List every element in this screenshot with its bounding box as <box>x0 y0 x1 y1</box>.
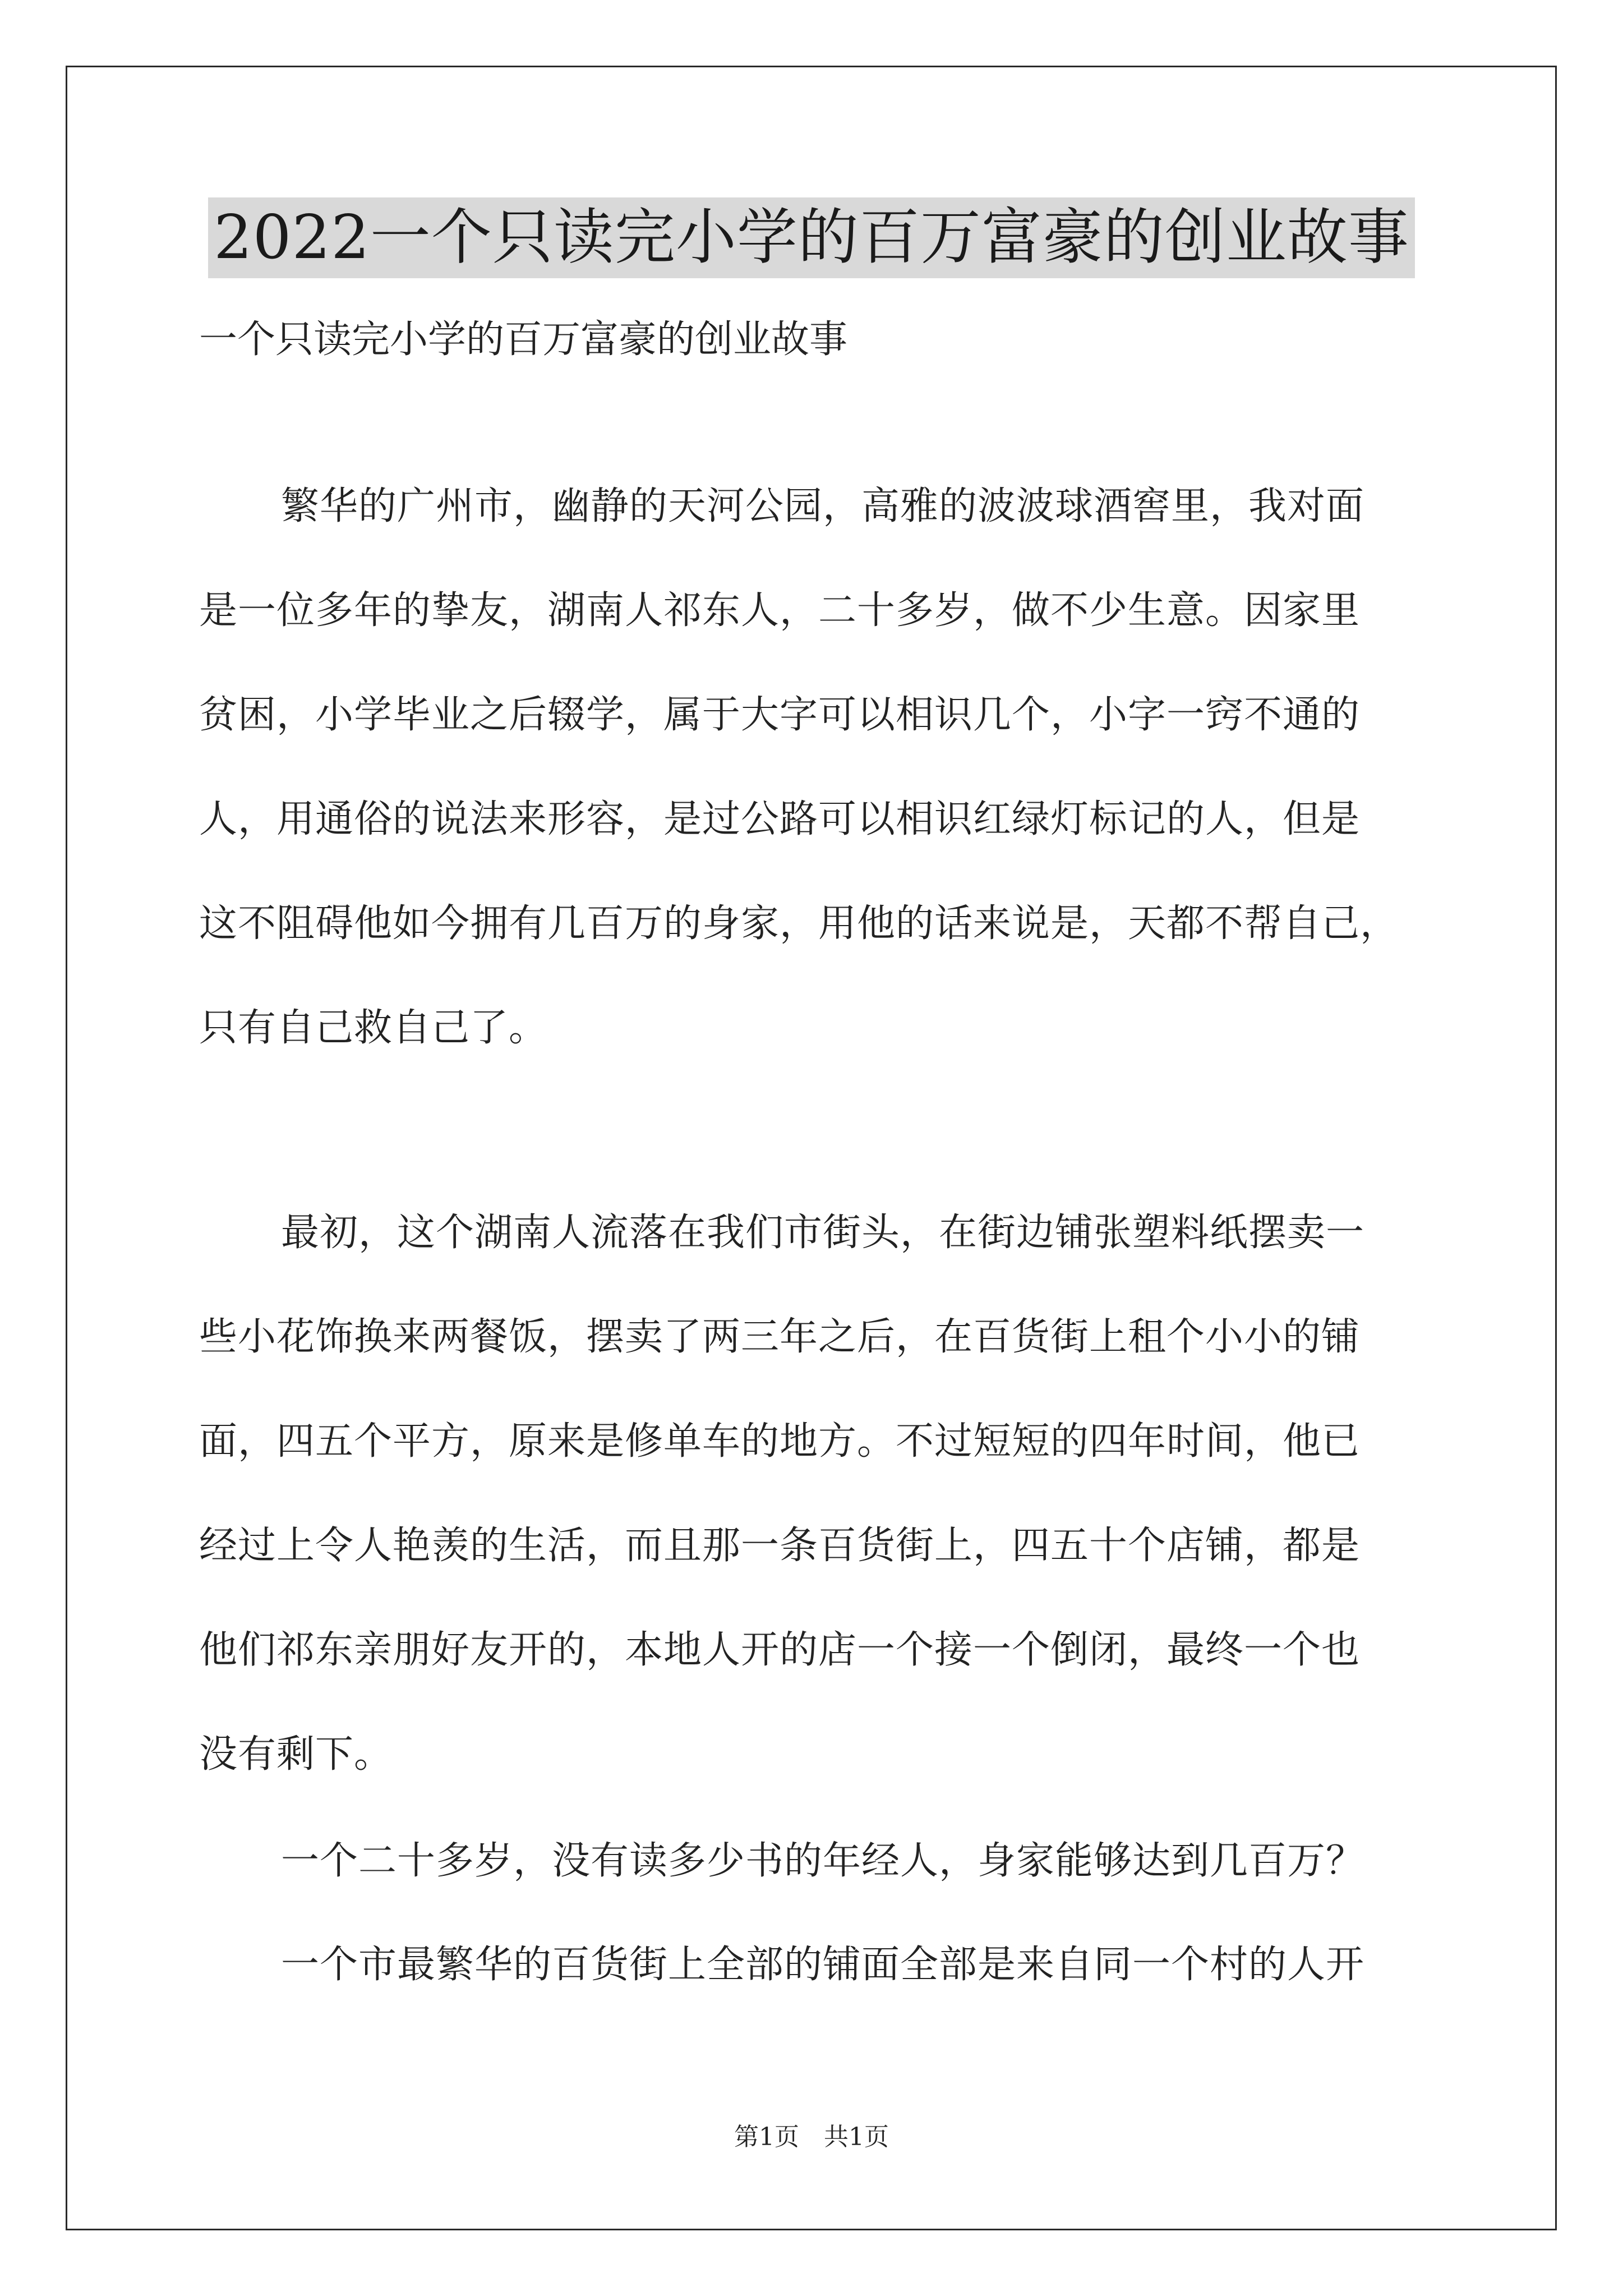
paragraph-line: 只有自己救自己了。 <box>199 1006 548 1050</box>
paragraph-line: 他们祁东亲朋好友开的，本地人开的店一个接一个倒闭，最终一个也 <box>199 1628 1361 1672</box>
paragraph-line: 面，四五个平方，原来是修单车的地方。不过短短的四年时间，他已 <box>199 1419 1361 1464</box>
paragraph-line: 一个市最繁华的百货街上全部的铺面全部是来自同一个村的人开 <box>281 1943 1365 1987</box>
paragraph-line: 人，用通俗的说法来形容，是过公路可以相识红绿灯标记的人，但是 <box>199 797 1361 841</box>
paragraph-1 <box>199 454 1450 1080</box>
paragraph-2 <box>199 1181 1450 1807</box>
paragraph-3 <box>199 1809 1450 1913</box>
paragraph-line: 是一位多年的挚友，湖南人祁东人，二十多岁，做不少生意。因家里 <box>199 588 1361 633</box>
paragraph-line: 最初，这个湖南人流落在我们市街头，在街边铺张塑料纸摆卖一 <box>281 1211 1365 1255</box>
title-container <box>0 197 1623 278</box>
paragraph-line: 没有剩下。 <box>199 1732 393 1777</box>
page-footer: 第1页 共1页 <box>734 2123 889 2151</box>
document-subtitle: 一个只读完小学的百万富豪的创业故事 <box>199 318 848 362</box>
paragraph-line: 经过上令人艳羡的生活，而且那一条百货街上，四五十个店铺，都是 <box>199 1524 1361 1568</box>
paragraph-line: 些小花饰换来两餐饭，摆卖了两三年之后，在百货街上租个小小的铺 <box>199 1315 1361 1359</box>
paragraph-line: 一个二十多岁，没有读多少书的年经人，身家能够达到几百万？ <box>281 1839 1365 1883</box>
paragraph-line: 这不阻碍他如今拥有几百万的身家，用他的话来说是，天都不帮自己， <box>199 901 1399 946</box>
document-title: 2022一个只读完小学的百万富豪的创业故事 <box>208 197 1415 278</box>
paragraph-line: 繁华的广州市，幽静的天河公园，高雅的波波球酒窖里，我对面 <box>281 484 1365 528</box>
paragraph-line: 贫困，小学毕业之后辍学，属于大字可以相识几个，小字一窍不通的 <box>199 693 1361 737</box>
paragraph-4 <box>199 1913 1450 2017</box>
